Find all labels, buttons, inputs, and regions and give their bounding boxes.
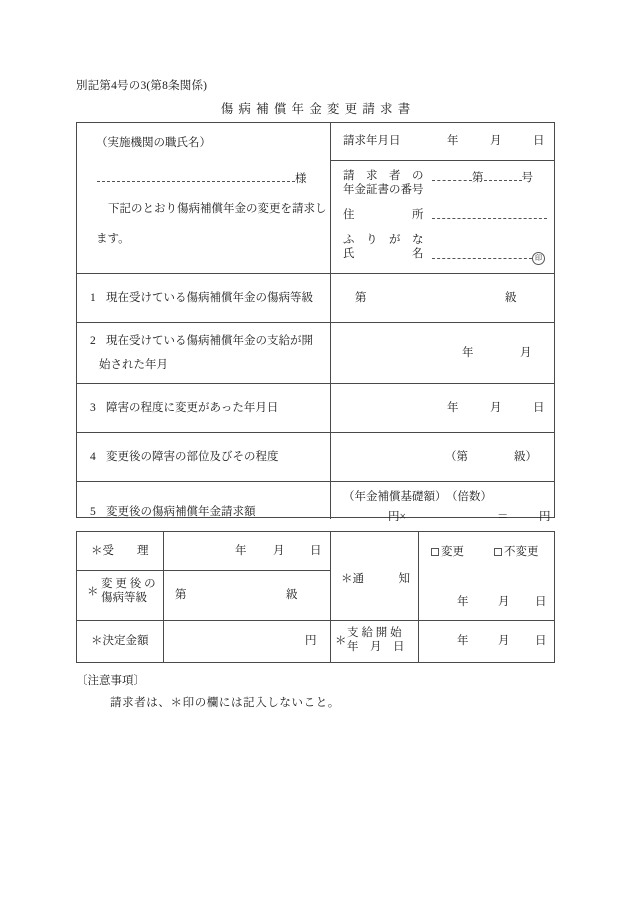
agency-honorific: 様 (295, 173, 307, 185)
row-3-number: 3 (90, 402, 96, 414)
agency-name-label: （実施機関の職氏名） (96, 137, 211, 149)
amount-label: ＊決定金額 (91, 635, 149, 647)
claim-date-month-unit[interactable]: 月 (490, 135, 502, 147)
certificate-middle-dashed-line (484, 170, 522, 181)
address-dashed-line (432, 208, 547, 219)
row-2-number: 2 (90, 335, 96, 347)
certificate-label-line-1: 請 求 者 の (343, 170, 424, 182)
agency-name-dashed-line (97, 171, 295, 182)
row-4-value[interactable]: （第 級） (445, 451, 537, 463)
claim-date-label: 請求年月日 (343, 135, 401, 147)
agency-name-input-line[interactable] (97, 171, 317, 189)
row-5-number: 5 (90, 506, 96, 518)
name-label-group (343, 233, 424, 262)
main-form-table (76, 122, 555, 523)
notice-label: ＊通 知 (341, 573, 410, 585)
row-2-value-month[interactable]: 月 (520, 347, 532, 359)
grade-label-star: ＊ (87, 586, 99, 598)
receipt-month-unit[interactable]: 月 (273, 545, 285, 557)
certificate-label-line-2: 年金証書の番号 (343, 184, 424, 197)
grade-label-line-2: 傷病等級 (101, 592, 147, 605)
notice-year-unit[interactable]: 年 (457, 596, 469, 608)
start-date-label (347, 626, 405, 655)
row-5-equals-sign: ＝ (497, 511, 509, 523)
amount-yen-unit[interactable]: 円 (305, 635, 317, 647)
certificate-prefix-dashed-line (432, 170, 472, 181)
claim-date-year-unit[interactable]: 年 (447, 135, 459, 147)
main-table-column-divider (330, 123, 331, 519)
start-date-year-unit[interactable]: 年 (457, 635, 469, 647)
checkbox-change-icon[interactable] (431, 548, 439, 556)
name-label: 氏 名 (343, 248, 424, 261)
receipt-day-unit[interactable]: 日 (310, 545, 322, 557)
page-title: 傷病補償年金変更請求書 (220, 102, 416, 116)
notice-checkbox-nochange[interactable] (494, 544, 539, 562)
row-2-label (90, 333, 313, 351)
row-3-value-year[interactable]: 年 (447, 402, 459, 414)
row-4-number: 4 (90, 451, 96, 463)
grade-label-line-1: 変 更 後 の (101, 578, 156, 590)
row-5-yen-basis[interactable]: 円× (388, 511, 406, 523)
main-table-rule-1 (77, 273, 554, 274)
row-2-value-year[interactable]: 年 (462, 347, 474, 359)
name-dashed-line (432, 248, 532, 259)
official-table-divider-3 (418, 532, 419, 662)
row-4-label (90, 449, 279, 467)
notice-change-label: 変更 (441, 546, 464, 558)
main-table-rule-5 (77, 481, 554, 482)
row-3-text: 障害の程度に変更があった年月日 (106, 402, 279, 414)
notes-body: 請求者は、＊印の欄には記入しないこと。 (110, 697, 340, 709)
official-table-rule-1 (77, 570, 330, 571)
notice-month-unit[interactable]: 月 (498, 596, 510, 608)
notice-nochange-label: 不変更 (504, 546, 539, 558)
claim-date-rule (330, 160, 554, 161)
furigana-label: ふ り が な (343, 234, 424, 246)
grade-value-kyu[interactable]: 級 (286, 589, 298, 601)
official-use-table (76, 531, 555, 663)
checkbox-nochange-icon[interactable] (494, 548, 502, 556)
row-1-value-kyu[interactable]: 級 (505, 292, 517, 304)
statement-line-1: 下記のとおり傷病補償年金の変更を請求し (108, 203, 327, 215)
form-number-label: 別記第4号の3(第8条関係) (76, 80, 208, 92)
certificate-dai: 第 (472, 172, 484, 184)
certificate-gou: 号 (521, 172, 533, 184)
official-table-divider-2 (330, 532, 331, 662)
row-3-label (90, 400, 278, 418)
row-5-multiplier-heading: （倍数） (446, 491, 492, 503)
statement-line-2: ます。 (96, 233, 130, 245)
row-3-value-day[interactable]: 日 (533, 402, 545, 414)
start-date-label-line-2: 年 月 日 (347, 641, 405, 654)
row-5-basis-heading: （年金補償基礎額） (343, 491, 447, 503)
row-5-label (90, 504, 256, 522)
start-date-label-star: ＊ (335, 635, 347, 647)
start-date-month-unit[interactable]: 月 (498, 635, 510, 647)
main-table-rule-4 (77, 432, 554, 433)
notes-heading: 〔注意事項〕 (76, 675, 145, 687)
row-2-text-line-1: 現在受けている傷病補償年金の支給が開 (106, 335, 313, 347)
start-date-day-unit[interactable]: 日 (535, 635, 547, 647)
receipt-label: ＊受 理 (91, 545, 149, 557)
claim-date-day-unit[interactable]: 日 (533, 135, 545, 147)
row-1-text: 現在受けている傷病補償年金の傷病等級 (106, 292, 313, 304)
row-5-text: 変更後の傷病補償年金請求額 (106, 506, 256, 518)
certificate-number-label (343, 169, 424, 198)
row-1-number: 1 (90, 292, 96, 304)
receipt-year-unit[interactable]: 年 (235, 545, 247, 557)
official-table-rule-2 (77, 620, 554, 621)
row-3-value-month[interactable]: 月 (490, 402, 502, 414)
grade-label (101, 577, 156, 606)
address-input[interactable] (432, 208, 547, 226)
grade-value-dai[interactable]: 第 (175, 589, 187, 601)
certificate-number-input[interactable] (432, 170, 533, 188)
row-1-label (90, 290, 313, 308)
notice-day-unit[interactable]: 日 (535, 596, 547, 608)
start-date-label-line-1: 支 給 開 始 (347, 627, 402, 639)
notice-checkbox-change[interactable] (431, 544, 464, 562)
official-table-divider-1 (163, 532, 164, 662)
row-1-value-dai[interactable]: 第 (355, 292, 367, 304)
row-2-text-line-2: 始された年月 (99, 359, 168, 371)
address-label: 住 所 (343, 209, 424, 221)
row-4-text: 変更後の障害の部位及びその程度 (106, 451, 279, 463)
name-input[interactable] (432, 248, 545, 266)
row-5-yen-total[interactable]: 円 (539, 511, 551, 523)
main-table-rule-2 (77, 322, 554, 323)
seal-icon: 印 (532, 252, 545, 265)
main-table-rule-3 (77, 383, 554, 384)
